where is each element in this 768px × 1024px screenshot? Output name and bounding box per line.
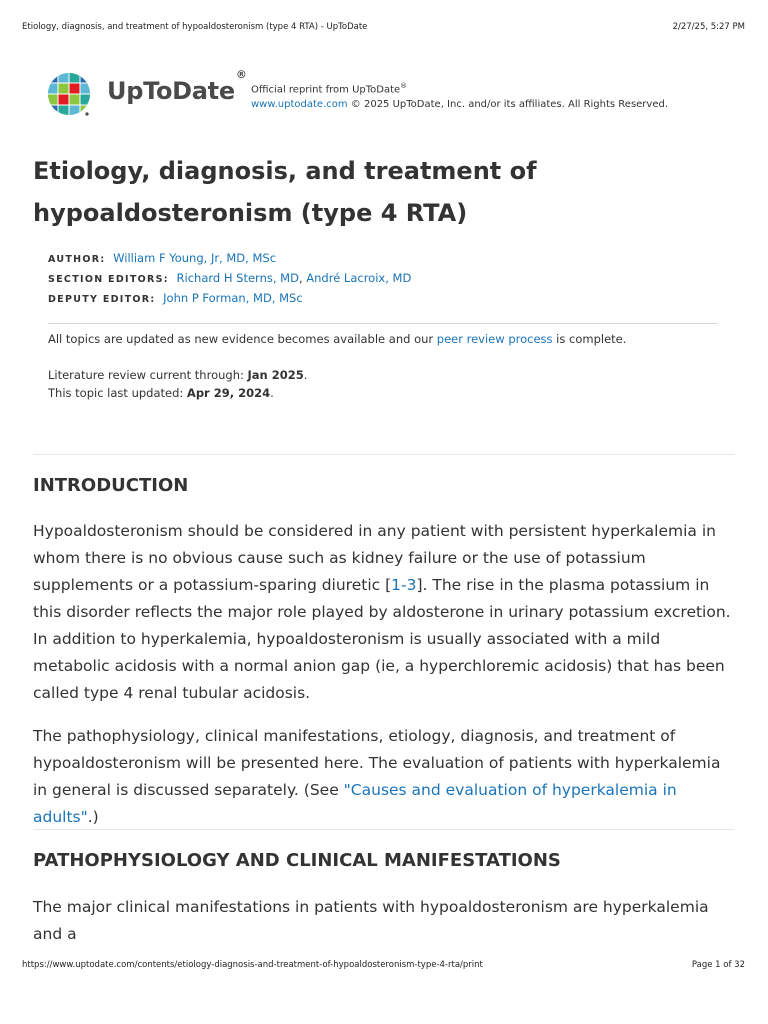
introduction-heading: INTRODUCTION [33,475,189,496]
copyright-text: © 2025 UpToDate, Inc. and/or its affiliates. All Rights Reserved. [347,99,669,111]
author-link[interactable]: William F Young, Jr, MD, MSc [113,251,277,265]
lit-review-line: Literature review current through: Jan 2025. [48,368,308,382]
review-dates [48,366,307,402]
section-editors-row: SECTION EDITORS: Richard H Sterns, MD, André Lacroix, MD [48,271,412,285]
print-footer [22,960,745,972]
intro-paragraph-1: Hypoaldosteronism should be considered in any patient with persistent hyperkalemia in whom there is no obvious cause such as kidney failure or the use of potassium supplements or a potassium-sparing diuretic [1-3]. The rise in the plasma potassium in this disorder reflects the major role played by aldosterone in urinary potassium excretion. In addition to hyperkalemia, hypoaldosteronism is usually associated with a mild metabolic acidosis with a normal anion gap (ie, a hyperchloremic acidosis) that has been called type 4 renal tubular acidosis. [33,522,731,702]
print-footer-page: Page 1 of 32 [691,960,745,970]
reference-link-1-3[interactable]: 1-3 [391,576,417,594]
section-editor-link-2[interactable]: André Lacroix, MD [306,271,412,285]
print-header-title: Etiology, diagnosis, and treatment of hypoaldosteronism (type 4 RTA) - UpToDate [22,22,368,32]
pathophysiology-heading: PATHOPHYSIOLOGY AND CLINICAL MANIFESTATIONS [33,850,561,871]
section-editors-label: SECTION EDITORS: [48,274,169,285]
print-header-datetime: 2/27/25, 5:27 PM [672,22,745,32]
print-footer-url: https://www.uptodate.com/contents/etiology-diagnosis-and-treatment-of-hypoaldosteronism-type-4-rta/print [22,960,483,970]
author-row [48,249,411,269]
print-header [22,22,745,34]
update-notice: All topics are updated as new evidence becomes available and our peer review process is complete. [48,332,627,346]
deputy-editor-row [48,289,411,309]
hyperkalemia-topic-link[interactable]: "Causes and evaluation of hyperkalemia in adults" [33,781,677,826]
brand-header [47,68,747,118]
uptodate-site-link[interactable]: www.uptodate.com [251,99,348,111]
peer-review-link[interactable]: peer review process [436,332,553,346]
last-updated-line: This topic last updated: Apr 29, 2024. [48,386,274,400]
author-label: AUTHOR: [48,254,106,265]
intro-paragraph-2: The pathophysiology, clinical manifestations, etiology, diagnosis, and treatment of hypoaldosteronism will be presented here. The evaluation of patients with hyperkalemia in general is discussed separately. (See "Causes and evaluation of hyperkalemia in adults".) [33,727,721,826]
contributors-block [48,249,411,309]
reprint-notice: Official reprint from UpToDate® www.uptodate.com © 2025 UpToDate, Inc. and/or its affiliates. All Rights Reserved. [251,82,669,111]
divider [48,323,718,324]
deputy-editor-label: DEPUTY EDITOR: [48,294,156,305]
section-divider [33,829,735,830]
uptodate-logo-icon [47,72,93,118]
deputy-editor-link[interactable]: John P Forman, MD, MSc [163,291,303,305]
section-divider [33,454,735,455]
section-editor-link-1[interactable]: Richard H Sterns, MD [176,271,299,285]
article-title: Etiology, diagnosis, and treatment of hypoaldosteronism (type 4 RTA) [33,157,537,227]
logo-wordmark: UpToDate® [107,68,247,105]
pathophysiology-paragraph-1: The major clinical manifestations in patients with hypoaldosteronism are hyperkalemia and a [33,898,709,943]
